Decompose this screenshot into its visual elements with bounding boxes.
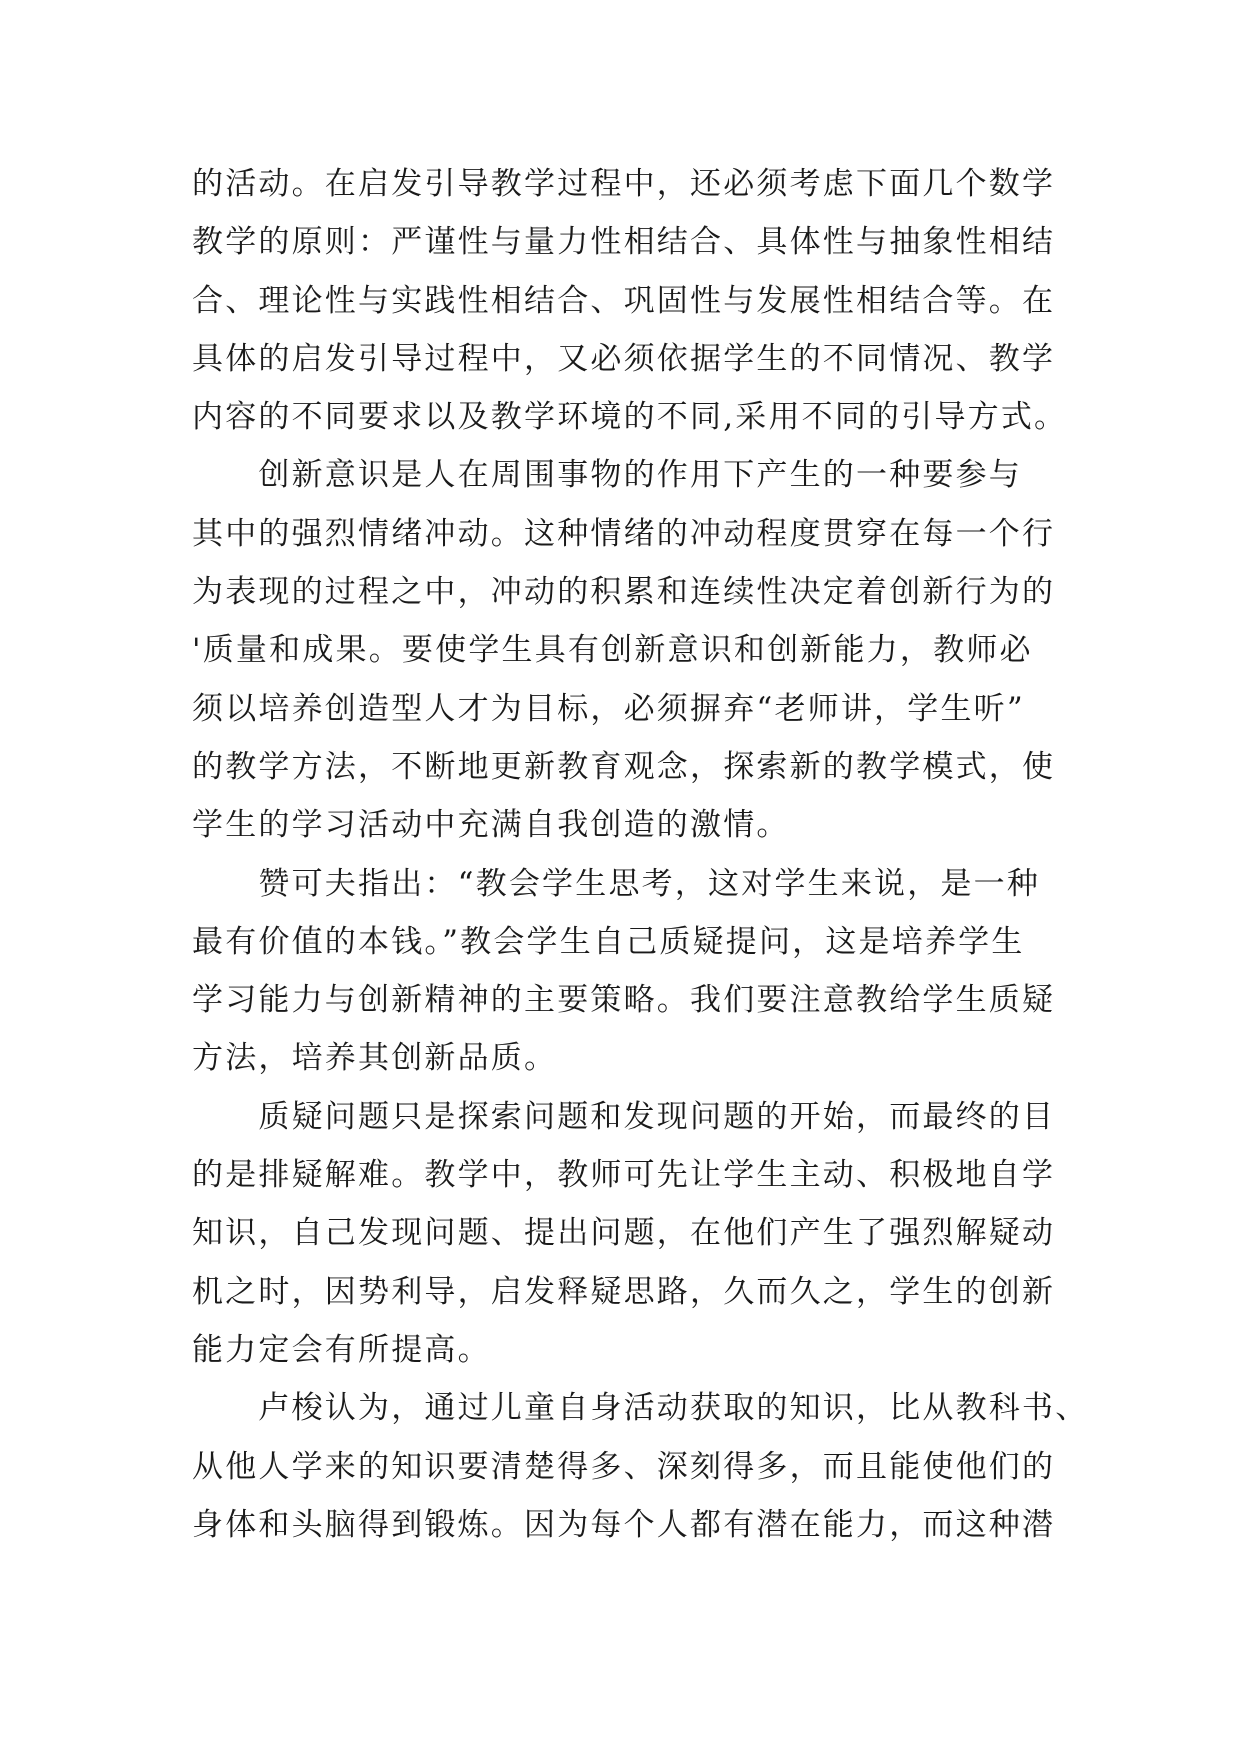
text-line: 能力定会有所提高。 — [192, 1331, 491, 1368]
text-line: '质量和成果。要使学生具有创新意识和创新能力，教师必 — [192, 632, 1033, 669]
text-line: 最有价值的本钱。”教会学生自己质疑提问，这是培养学生 — [192, 923, 1025, 960]
text-line: 方法，培养其创新品质。 — [192, 1040, 558, 1077]
text-line: 从他人学来的知识要清楚得多、深刻得多，而且能使他们的 — [192, 1448, 1056, 1485]
text-line: 的是排疑解难。教学中，教师可先让学生主动、积极地自学 — [192, 1157, 1056, 1194]
text-line: 合、理论性与实践性相结合、巩固性与发展性相结合等。在 — [192, 282, 1056, 319]
text-line: 学习能力与创新精神的主要策略。我们要注意教给学生质疑 — [192, 982, 1056, 1019]
text-line: 机之时，因势利导，启发释疑思路，久而久之，学生的创新 — [192, 1273, 1056, 1310]
text-line: 为表现的过程之中，冲动的积累和连续性决定着创新行为的 — [192, 574, 1056, 611]
text-line: 的教学方法，不断地更新教育观念，探索新的教学模式，使 — [192, 748, 1056, 785]
text-line: 内容的不同要求以及教学环境的不同,采用不同的引导方式。 — [192, 399, 1068, 436]
text-line: 其中的强烈情绪冲动。这种情绪的冲动程度贯穿在每一个行 — [192, 515, 1056, 552]
text-line: 身体和头脑得到锻炼。因为每个人都有潜在能力，而这种潜 — [192, 1506, 1056, 1543]
text-line: 学生的学习活动中充满自我创造的激情。 — [192, 807, 790, 844]
text-line: 赞可夫指出：“教会学生思考，这对学生来说，是一种 — [192, 865, 1041, 902]
text-line: 须以培养创造型人才为目标，必须摒弃“老师讲，学生听” — [192, 690, 1025, 727]
text-line: 知识，自己发现问题、提出问题，在他们产生了强烈解疑动 — [192, 1215, 1056, 1252]
text-line: 具体的启发引导过程中，又必须依据学生的不同情况、教学 — [192, 340, 1056, 377]
text-line: 的活动。在启发引导教学过程中，还必须考虑下面几个数学 — [192, 166, 1056, 202]
text-line: 质疑问题只是探索问题和发现问题的开始，而最终的目 — [192, 1098, 1056, 1135]
text-line: 创新意识是人在周围事物的作用下产生的一种要参与 — [192, 457, 1022, 494]
text-line: 教学的原则：严谨性与量力性相结合、具体性与抽象性相结 — [192, 224, 1056, 261]
text-line: 卢梭认为，通过儿童自身活动获取的知识，比从教科书、 — [192, 1390, 1089, 1427]
body-text — [192, 155, 1089, 1554]
